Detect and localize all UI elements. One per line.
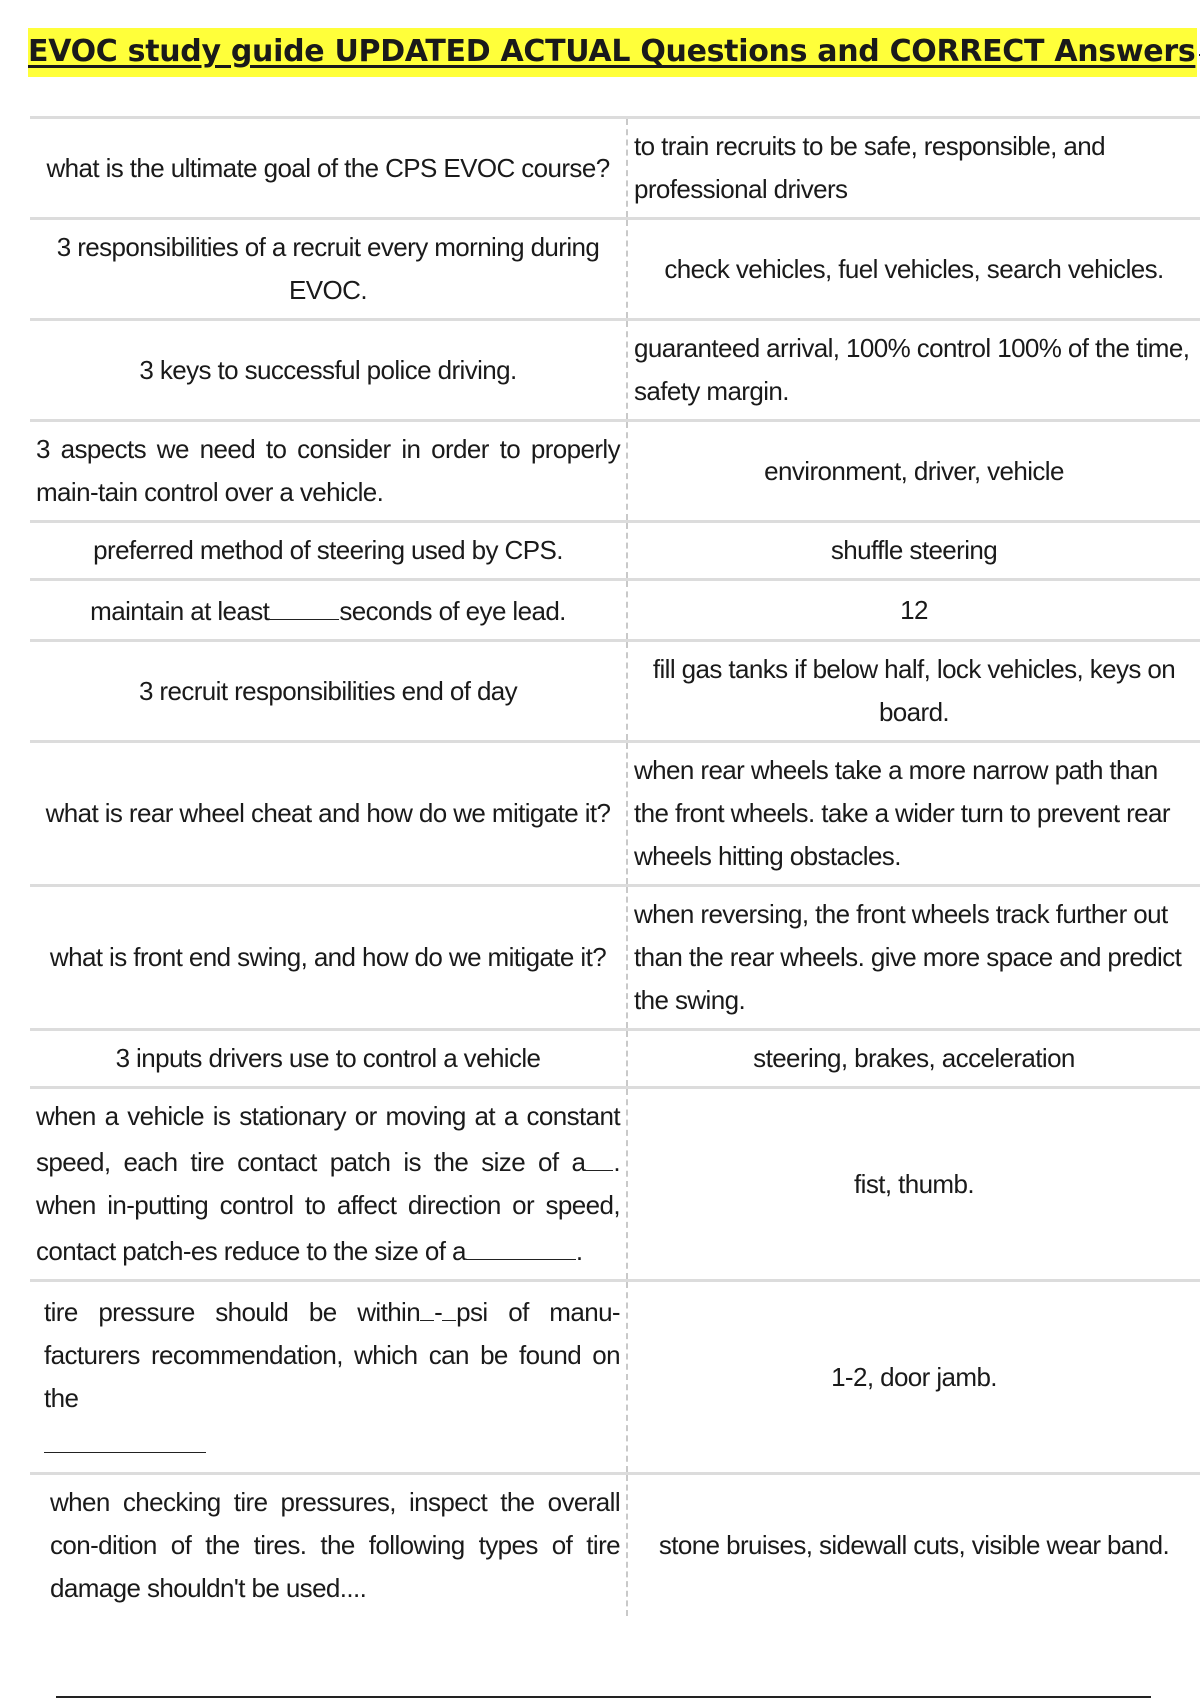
table-row bbox=[30, 1474, 1200, 1617]
answer-cell: 1-2, door jamb. bbox=[831, 1361, 997, 1392]
question-cell: what is front end swing, and how do we mitigate it? bbox=[30, 886, 627, 1030]
question-text: when a vehicle is stationary or moving at a constant speed, each tire contact patch is the size of a bbox=[36, 1101, 620, 1177]
question-cell: when checking tire pressures, inspect the overall con-dition of the tires. the following types of tire damage shouldn't be used.... bbox=[30, 1474, 627, 1617]
question-cell: preferred method of steering used by CPS. bbox=[30, 522, 627, 580]
table-row bbox=[30, 118, 1200, 219]
question-cell: 3 responsibilities of a recruit every morning during EVOC. bbox=[30, 219, 627, 320]
question-text: psi of manu-facturers recommendation, which can be found on the bbox=[44, 1297, 620, 1413]
answer-cell: environment, driver, vehicle bbox=[764, 455, 1064, 486]
title-block bbox=[28, 28, 1200, 77]
question-cell bbox=[30, 1281, 627, 1474]
question-text: seconds of eye lead. bbox=[339, 596, 566, 626]
answer-cell: 12 bbox=[900, 594, 928, 625]
answer-cell: shuffle steering bbox=[830, 535, 998, 565]
question-cell: 3 aspects we need to consider in order to properly main-tain control over a vehicle. bbox=[30, 421, 627, 522]
answer-cell: when rear wheels take a more narrow path than the front wheels. take a wider turn to prevent rear wheels hitting obstacles. bbox=[634, 755, 1170, 871]
question-text: maintain at least bbox=[90, 596, 270, 626]
answer-cell: check vehicles, fuel vehicles, search vehicles. bbox=[664, 253, 1164, 284]
question-text: . when in-putting control to affect direction or speed, contact patch-es reduce to the size of a bbox=[36, 1147, 620, 1266]
question-cell: what is rear wheel cheat and how do we mitigate it? bbox=[30, 742, 627, 886]
question-cell: 3 inputs drivers use to control a vehicle bbox=[30, 1030, 627, 1088]
answer-cell: to train recruits to be safe, responsible, and professional drivers bbox=[634, 131, 1106, 204]
answer-cell: when reversing, the front wheels track further out than the rear wheels. give more space and predict the swing. bbox=[634, 899, 1182, 1015]
fill-in-blank bbox=[466, 1227, 576, 1260]
question-cell bbox=[30, 1088, 627, 1281]
fill-in-blank bbox=[420, 1288, 434, 1321]
answer-cell: fist, thumb. bbox=[854, 1168, 974, 1199]
table-row bbox=[30, 641, 1200, 742]
table-row bbox=[30, 1030, 1200, 1088]
table-row bbox=[30, 522, 1200, 580]
answer-cell: fill gas tanks if below half, lock vehicles, keys on board. bbox=[652, 654, 1176, 727]
page-title: EVOC study guide UPDATED ACTUAL Questions and CORRECT Answers bbox=[28, 28, 1197, 77]
answer-cell: guaranteed arrival, 100% control 100% of the time, safety margin. bbox=[634, 333, 1190, 406]
question-text: tire pressure should be within bbox=[44, 1297, 421, 1327]
table-row bbox=[30, 1088, 1200, 1281]
question-text: - bbox=[434, 1297, 443, 1327]
table-row bbox=[30, 1281, 1200, 1474]
question-cell bbox=[30, 580, 627, 641]
table-row bbox=[30, 580, 1200, 641]
question-cell: what is the ultimate goal of the CPS EVOC course? bbox=[30, 118, 627, 219]
fill-in-blank bbox=[442, 1288, 456, 1321]
table-row bbox=[30, 219, 1200, 320]
question-text: . bbox=[575, 1236, 583, 1266]
table-row bbox=[30, 886, 1200, 1030]
question-cell: 3 keys to successful police driving. bbox=[30, 320, 627, 421]
question-cell: 3 recruit responsibilities end of day bbox=[30, 641, 627, 742]
table-row bbox=[30, 421, 1200, 522]
table-row bbox=[30, 742, 1200, 886]
fill-in-blank bbox=[585, 1138, 613, 1171]
fill-in-blank bbox=[44, 1420, 206, 1453]
footer-rule bbox=[56, 1696, 1151, 1698]
answer-cell: steering, brakes, acceleration bbox=[753, 1043, 1075, 1073]
answer-cell: stone bruises, sidewall cuts, visible wear band. bbox=[658, 1530, 1170, 1560]
qa-table bbox=[30, 116, 1200, 1616]
fill-in-blank bbox=[269, 587, 339, 620]
table-row bbox=[30, 320, 1200, 421]
